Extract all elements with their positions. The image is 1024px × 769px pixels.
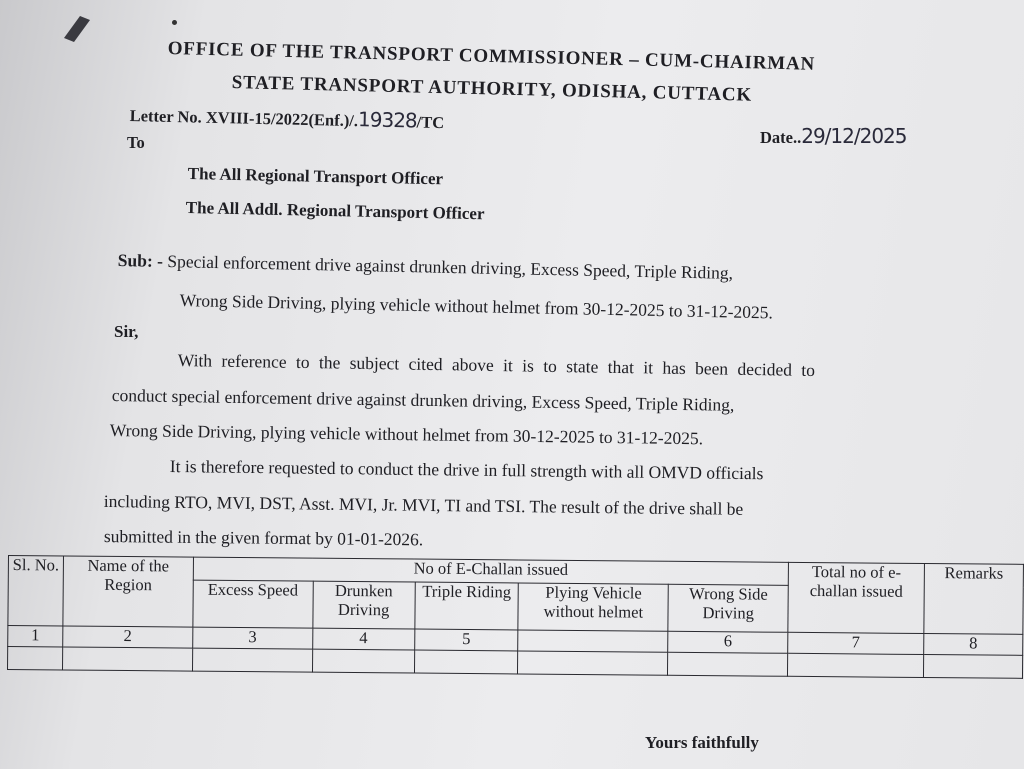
col-excess-speed: Excess Speed	[193, 580, 313, 628]
staple-mark-icon	[60, 10, 96, 44]
authority-title: STATE TRANSPORT AUTHORITY, ODISHA, CUTTACK	[231, 72, 753, 106]
letter-number-suffix: /TC	[416, 112, 445, 133]
empty-cell	[414, 650, 518, 674]
empty-cell	[788, 653, 924, 677]
body-line-6: submitted in the given format by 01-01-2026.	[103, 526, 424, 550]
empty-cell	[62, 647, 192, 671]
num-cell: 2	[63, 626, 193, 648]
report-format-table	[7, 555, 1024, 679]
letter-number-prefix: Letter No. XVIII-15/2022(Enf.)/.	[129, 105, 359, 131]
col-region: Name of the Region	[63, 556, 193, 627]
num-cell: 5	[414, 629, 518, 651]
num-cell: 8	[924, 633, 1023, 655]
col-total: Total no of e-challan issued	[788, 562, 924, 633]
num-cell: 6	[668, 631, 788, 653]
ink-dot	[172, 20, 177, 25]
body-line-1: With reference to the subject cited above it is to state that it has been decided to	[177, 350, 816, 381]
to-label: To	[127, 133, 145, 152]
col-wrong-side-driving: Wrong Side Driving	[668, 584, 788, 632]
col-plying-without-helmet: Plying Vehicle without helmet	[518, 583, 668, 631]
letter-number-handwritten: 19328	[357, 107, 417, 133]
empty-cell	[518, 651, 668, 675]
subject-line-1	[118, 250, 734, 284]
salutation: Sir,	[114, 322, 139, 341]
date-label: Date..	[760, 128, 802, 147]
empty-cell	[8, 647, 63, 670]
num-cell-empty	[518, 630, 668, 652]
col-sl-no: Sl. No.	[8, 556, 64, 626]
empty-cell	[668, 652, 788, 676]
recipient-addl-rto: The All Addl. Regional Transport Officer	[185, 198, 485, 224]
subject-label: Sub: -	[117, 250, 164, 271]
col-remarks: Remarks	[924, 563, 1024, 634]
empty-cell	[312, 649, 414, 673]
date-handwritten: 29/12/2025	[801, 124, 907, 148]
empty-cell	[923, 654, 1022, 678]
num-cell: 4	[312, 628, 414, 650]
date-line	[760, 124, 907, 148]
col-drunken-driving: Drunken Driving	[313, 581, 415, 629]
num-cell: 3	[192, 627, 312, 649]
empty-cell	[192, 648, 312, 672]
col-group-echallan: No of E-Challan issued	[193, 557, 789, 585]
subject-line-2: Wrong Side Driving, plying vehicle without helmet from 30-12-2025 to 31-12-2025.	[179, 290, 774, 323]
closing: Yours faithfully	[645, 733, 759, 752]
subject-text-1: Special enforcement drive against drunken driving, Excess Speed, Triple Riding,	[167, 251, 734, 283]
num-cell: 1	[8, 626, 63, 647]
letter-number	[129, 102, 444, 133]
recipient-rto: The All Regional Transport Officer	[187, 164, 444, 189]
col-triple-riding: Triple Riding	[414, 582, 518, 630]
body-line-2: conduct special enforcement drive against drunken driving, Excess Speed, Triple Riding,	[111, 385, 735, 415]
num-cell: 7	[788, 632, 924, 654]
body-line-3: Wrong Side Driving, plying vehicle without helmet from 30-12-2025 to 31-12-2025.	[109, 420, 704, 449]
body-line-4: It is therefore requested to conduct the drive in full strength with all OMVD officials	[169, 456, 764, 484]
office-title: OFFICE OF THE TRANSPORT COMMISSIONER – CUM-CHAIRMAN	[167, 38, 816, 75]
body-line-5: including RTO, MVI, DST, Asst. MVI, Jr. MVI, TI and TSI. The result of the drive shall be	[103, 491, 744, 519]
